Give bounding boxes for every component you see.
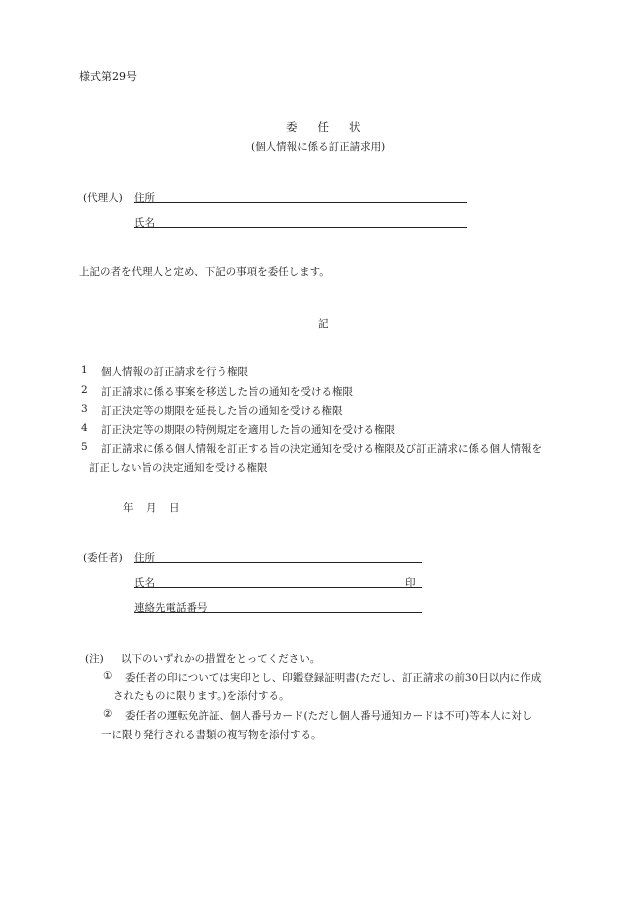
note-mark: ②	[103, 708, 113, 720]
agent-name-label: 氏名	[134, 217, 155, 229]
note-text-continued: されたものに限ります。)を添付する。	[113, 690, 290, 702]
principal-name-label: 氏名	[134, 577, 155, 589]
document-title: 委任状	[286, 120, 381, 134]
item-text: 訂正決定等の期限の特例規定を適用した旨の通知を受ける権限	[101, 424, 395, 436]
agent-address-label: 住所	[134, 192, 155, 204]
date-year: 年	[123, 502, 134, 514]
agent-label: (代理人)	[83, 192, 123, 204]
item-text: 訂正請求に係る個人情報を訂正する旨の決定通知を受ける権限及び訂正請求に係る個人情報を	[101, 443, 542, 455]
item-text: 訂正決定等の期限を延長した旨の通知を受ける権限	[101, 405, 343, 417]
principal-name-line	[134, 587, 422, 588]
principal-phone-line	[134, 612, 422, 613]
item-number: 4	[81, 422, 88, 434]
date-month: 月	[146, 502, 157, 514]
document-subtitle: (個人情報に係る訂正請求用)	[251, 141, 386, 153]
item-number: 2	[81, 384, 88, 396]
principal-address-line	[134, 562, 422, 563]
item-number: 3	[81, 403, 88, 415]
ki-heading: 記	[318, 318, 329, 330]
item-text: 個人情報の訂正請求を行う権限	[101, 366, 248, 378]
notes-intro: 以下のいずれかの措置をとってください。	[121, 653, 321, 665]
date-day: 日	[169, 502, 180, 514]
agent-address-line	[134, 202, 467, 203]
agent-name-line	[134, 227, 467, 228]
principal-label: (委任者)	[83, 552, 123, 564]
principal-phone-label: 連絡先電話番号	[134, 602, 208, 614]
item-number: 1	[81, 364, 88, 376]
item-text: 訂正請求に係る事案を移送した旨の通知を受ける権限	[101, 386, 353, 398]
item-number: 5	[81, 441, 88, 453]
item-text-continued: 訂正しない旨の決定通知を受ける権限	[89, 462, 268, 474]
notes-label: (注)	[85, 653, 104, 665]
seal-mark: 印	[405, 577, 416, 589]
note-mark: ①	[103, 670, 113, 682]
note-text: 委任者の印については実印とし、印鑑登録証明書(ただし、訂正請求の前30日以内に作成	[125, 672, 542, 684]
note-text-continued: 一に限り発行される書類の複写物を添付する。	[101, 729, 322, 741]
principal-address-label: 住所	[134, 552, 155, 564]
delegation-statement: 上記の者を代理人と定め、下記の事項を委任します。	[79, 266, 330, 278]
form-number: 様式第29号	[79, 70, 137, 83]
note-text: 委任者の運転免許証、個人番号カード(ただし個人番号通知カードは不可)等本人に対し	[125, 710, 533, 722]
